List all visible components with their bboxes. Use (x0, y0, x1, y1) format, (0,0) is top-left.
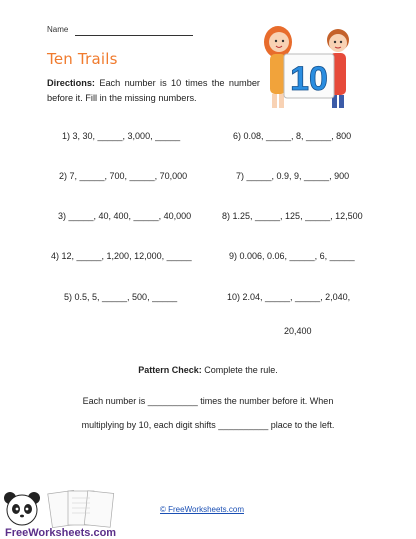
directions-label: Directions: (47, 78, 95, 88)
problem-9: 9) 0.006, 0.06, _____, 6, _____ (229, 251, 355, 261)
problem-2: 2) 7, _____, 700, _____, 70,000 (59, 171, 188, 181)
name-label: Name (47, 25, 69, 34)
rule-line-2: multiplying by 10, each digit shifts __________ place to the left. (81, 420, 335, 430)
pattern-check-label: Pattern Check: (138, 365, 202, 375)
problem-8: 8) 1.25, _____, 125, _____, 12,500 (222, 211, 363, 221)
problem-1: 1) 3, 30, _____, 3,000, _____ (62, 131, 181, 141)
problem-10: 10) 2.04, _____, _____, 2,040, (227, 292, 351, 302)
directions-text: Each number is 10 times the number before it. Fill in the missing numbers. (47, 78, 260, 103)
badge-number: 10 (290, 60, 328, 98)
problem-10-continued: 20,400 (284, 326, 312, 336)
problem-7: 7) _____, 0.9, 9, _____, 900 (236, 171, 350, 181)
pattern-check-text: Complete the rule. (204, 365, 278, 375)
logo-wordmark: FreeWorksheets.com (5, 527, 117, 539)
name-line[interactable] (75, 35, 193, 36)
worksheet-title: Ten Trails (47, 50, 118, 68)
freeworksheets-logo (0, 488, 140, 539)
rule-line-1: Each number is __________ times the number before it. When (82, 396, 334, 406)
footer-link[interactable]: © FreeWorksheets.com (160, 505, 244, 514)
directions (47, 76, 260, 106)
problem-4: 4) 12, _____, 1,200, 12,000, _____ (51, 251, 192, 261)
problem-5: 5) 0.5, 5, _____, 500, _____ (64, 292, 178, 302)
kids-illustration (258, 20, 358, 110)
problem-3: 3) _____, 40, 400, _____, 40,000 (58, 211, 192, 221)
pattern-check (0, 365, 416, 375)
problem-6: 6) 0.08, _____, 8, _____, 800 (233, 131, 352, 141)
